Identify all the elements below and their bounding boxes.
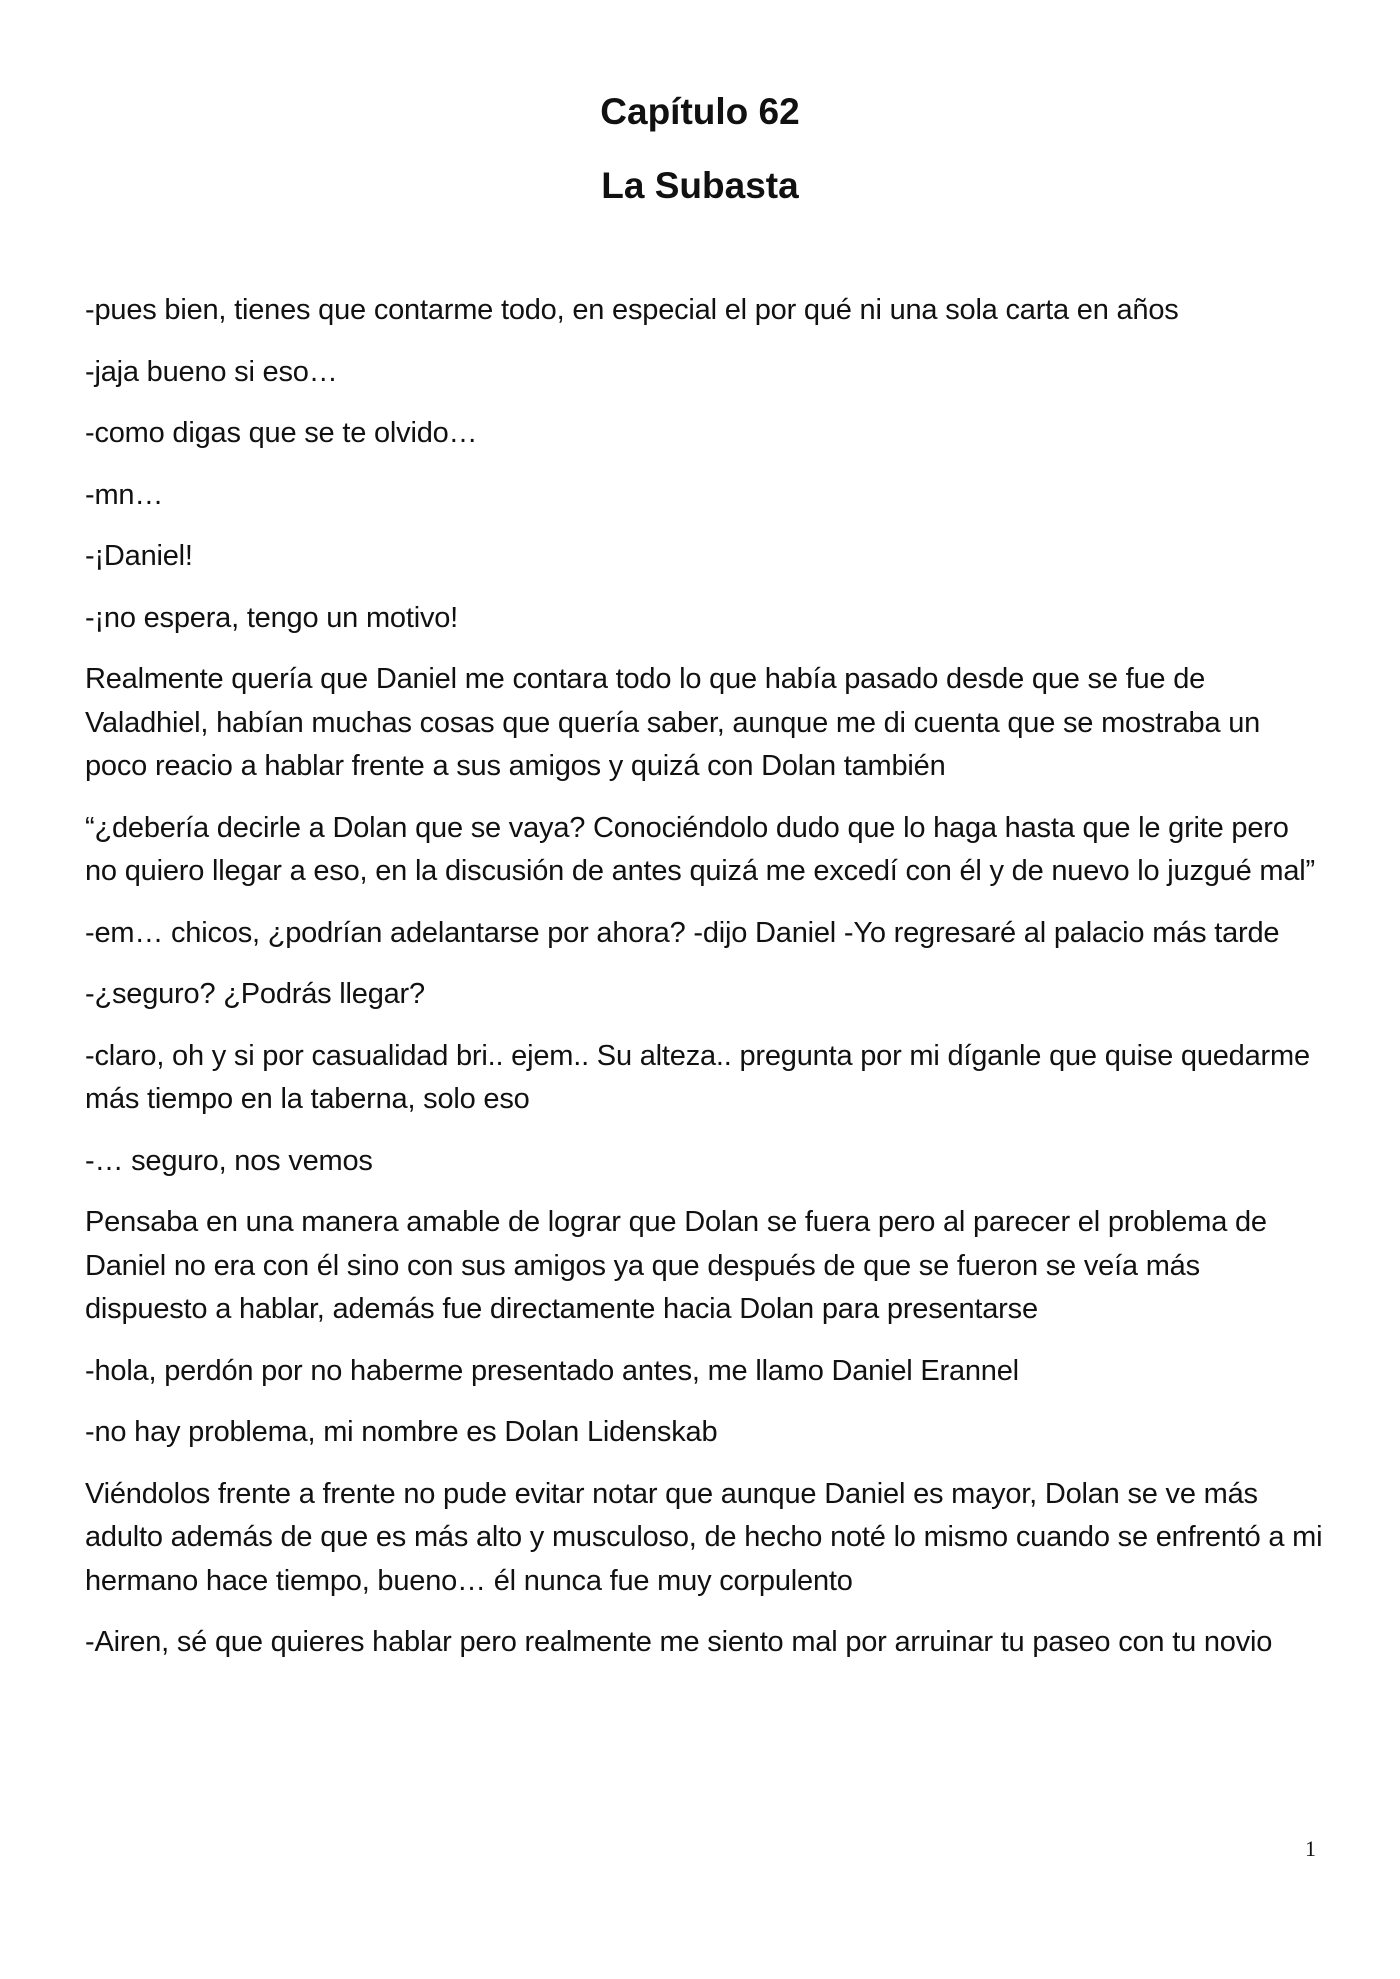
paragraph: Realmente quería que Daniel me contara todo lo que había pasado desde que se fue de Valadhiel, habían muchas cosas que quería saber, aunque me di cuenta que se mostraba un poco reacio a hablar frente a sus amigos y quizá con Dolan también: [85, 663, 1261, 782]
paragraph: -mn…: [85, 478, 164, 511]
paragraph: -em… chicos, ¿podrían adelantarse por ahora? -dijo Daniel -Yo regresaré al palacio más tarde: [85, 916, 1280, 949]
paragraph: -como digas que se te olvido…: [85, 417, 478, 449]
paragraph: -Airen, sé que quieres hablar pero realmente me siento mal por arruinar tu paseo con tu novio: [85, 1626, 1273, 1658]
paragraph: -jaja bueno si eso…: [85, 355, 338, 388]
paragraph: Pensaba en una manera amable de lograr que Dolan se fuera pero al parecer el problema de Daniel no era con él sino con sus amigos ya que después de que se fueron se veía más dispuesto a hablar, además fue directamente hacia Dolan para presentarse: [85, 1206, 1267, 1325]
paragraph: -no hay problema, mi nombre es Dolan Lidenskab: [85, 1416, 718, 1448]
paragraph: -¡no espera, tengo un motivo!: [85, 601, 459, 634]
paragraph: -¡Daniel!: [85, 540, 193, 572]
paragraph: -pues bien, tienes que contarme todo, en especial el por qué ni una sola carta en años: [85, 294, 1179, 326]
paragraph: Viéndolos frente a frente no pude evitar notar que aunque Daniel es mayor, Dolan se ve más adulto además de que es más alto y musculoso, de hecho noté lo mismo cuando se enfrentó a mi hermano hace tiempo, bueno… él nunca fue muy corpulento: [85, 1477, 1323, 1597]
paragraph: -¿seguro? ¿Podrás llegar?: [85, 978, 425, 1010]
chapter-body: [85, 289, 1325, 1683]
page-number: 1: [1305, 1836, 1316, 1861]
paragraph: “¿debería decirle a Dolan que se vaya? Conociéndolo dudo que lo haga hasta que le grite pero no quiero llegar a eso, en la discusión de antes quizá me excedí con él y de nuevo lo juzgué mal”: [85, 811, 1315, 887]
chapter-title: Capítulo 62: [600, 91, 800, 132]
paragraph: -hola, perdón por no haberme presentado antes, me llamo Daniel Erannel: [85, 1354, 1019, 1387]
paragraph: -claro, oh y si por casualidad bri.. ejem.. Su alteza.. pregunta por mi díganle que quise quedarme más tiempo en la taberna, solo eso: [85, 1039, 1310, 1115]
chapter-subtitle: La Subasta: [601, 165, 799, 206]
paragraph: -… seguro, nos vemos: [85, 1144, 373, 1177]
